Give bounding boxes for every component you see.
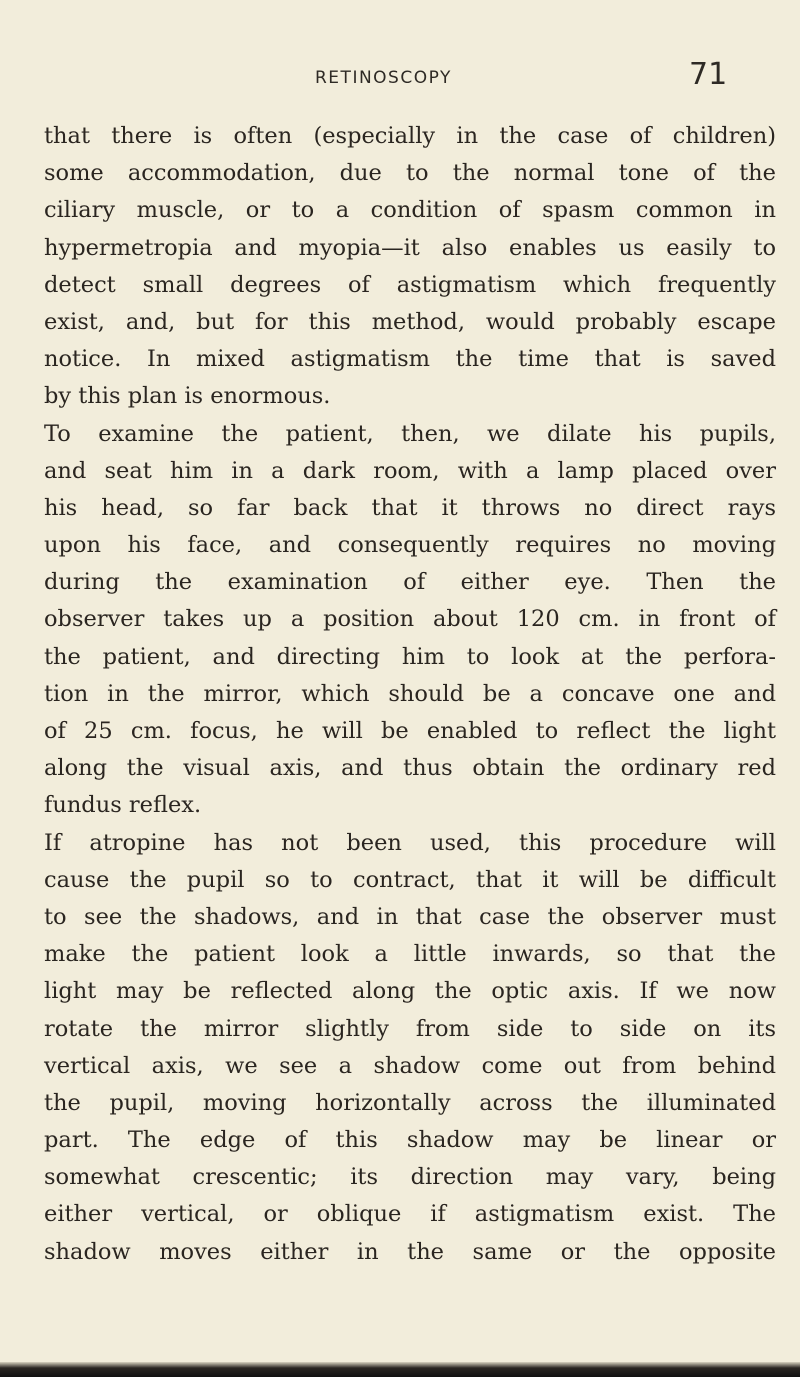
- text-line: fundus reflex.: [44, 792, 202, 819]
- text-line: hypermetropia and myopia—it also enables us easily to: [44, 234, 776, 261]
- text-line: light may be reflected along the optic axis. If we now: [44, 978, 776, 1005]
- text-line: that there is often (especially in the case of children): [44, 123, 776, 149]
- text-line: the patient, and directing him to look at the perfora-: [44, 643, 776, 670]
- text-line: of 25 cm. focus, he will be enabled to reflect the light: [44, 718, 776, 744]
- running-head: [0, 57, 800, 100]
- text-line: upon his face, and consequently requires no moving: [44, 532, 776, 559]
- scan-edge-shadow: [0, 1362, 800, 1377]
- text-line: during the examination of either eye. Then the: [44, 569, 776, 596]
- body-text: [44, 118, 776, 1271]
- text-line: tion in the mirror, which should be a concave one and: [44, 680, 776, 707]
- text-line: somewhat crescentic; its direction may vary, being: [44, 1164, 776, 1191]
- text-line: rotate the mirror slightly from side to side on its: [44, 1015, 776, 1042]
- running-title: RETINOSCOPY: [315, 68, 452, 88]
- text-line: exist, and, but for this method, would probably escape: [44, 308, 776, 335]
- text-line: vertical axis, we see a shadow come out from behind: [44, 1052, 776, 1079]
- text-line: along the visual axis, and thus obtain the ordinary red: [44, 755, 776, 782]
- text-line: the pupil, moving horizontally across the illuminated: [44, 1089, 776, 1116]
- text-line: his head, so far back that it throws no direct rays: [44, 494, 776, 521]
- text-line: either vertical, or oblique if astigmatism exist. The: [44, 1201, 776, 1228]
- text-line: part. The edge of this shadow may be linear or: [44, 1127, 776, 1154]
- text-line: some accommodation, due to the normal tone of the: [44, 160, 776, 187]
- text-line: and seat him in a dark room, with a lamp placed over: [44, 457, 776, 484]
- text-line: to see the shadows, and in that case the observer must: [44, 903, 776, 930]
- text-line: If atropine has not been used, this procedure will: [44, 829, 776, 856]
- text-line: To examine the patient, then, we dilate his pupils,: [44, 420, 776, 447]
- text-line: by this plan is enormous.: [44, 383, 331, 410]
- text-line: observer takes up a position about 120 cm. in front of: [44, 606, 776, 633]
- page-number: 71: [689, 57, 728, 92]
- text-line: ciliary muscle, or to a condition of spasm common in: [44, 197, 776, 224]
- text-line: detect small degrees of astigmatism which frequently: [44, 271, 776, 298]
- text-line: make the patient look a little inwards, so that the: [44, 941, 776, 968]
- text-line: cause the pupil so to contract, that it will be difficult: [44, 866, 776, 893]
- text-line: shadow moves either in the same or the opposite: [44, 1238, 776, 1265]
- text-line: notice. In mixed astigmatism the time that is saved: [44, 346, 776, 373]
